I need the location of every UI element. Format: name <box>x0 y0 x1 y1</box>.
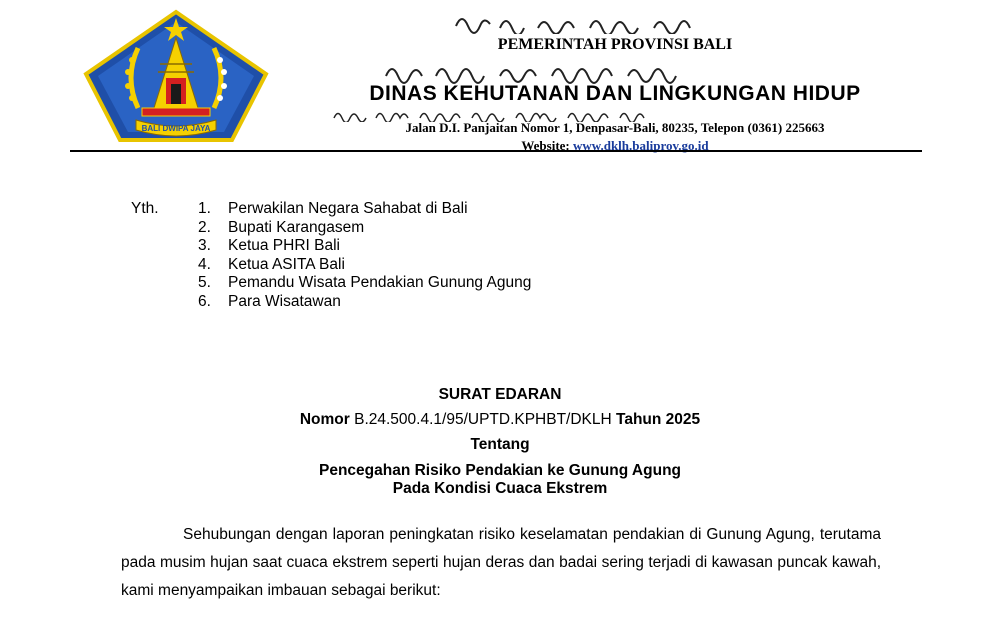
document-number-line <box>0 411 1000 429</box>
list-item-number: 1. <box>198 200 211 217</box>
list-item-label: Pemandu Wisata Pendakian Gunung Agung <box>228 274 532 291</box>
government-name: PEMERINTAH PROVINSI BALI <box>497 36 733 53</box>
recipient-list <box>198 200 531 311</box>
about-label: Tentang <box>470 436 530 453</box>
subject-line-1: Pencegahan Risiko Pendakian ke Gunung Agung <box>318 462 682 479</box>
list-item <box>198 293 531 312</box>
list-item-label: Para Wisatawan <box>228 292 341 310</box>
emblem-motto: BALI DWIPA JAYA <box>141 124 211 133</box>
list-item-number: 6. <box>198 292 211 310</box>
department-name: DINAS KEHUTANAN DAN LINGKUNGAN HIDUP <box>369 82 861 105</box>
document-year: Tahun 2025 <box>616 411 701 428</box>
website-link[interactable]: www.dklh.baliprov.go.id <box>573 138 709 153</box>
website-label: Website: <box>521 138 570 153</box>
list-item-number: 4. <box>198 255 211 273</box>
salutation: Yth. <box>131 200 159 217</box>
list-item-number: 2. <box>198 218 211 236</box>
list-item-label: Ketua PHRI Bali <box>228 237 340 254</box>
balinese-script-line2 <box>380 58 850 84</box>
list-item-label: Bupati Karangasem <box>228 218 365 236</box>
document-heading: SURAT EDARAN <box>438 386 562 403</box>
document-number: B.24.500.4.1/95/UPTD.KPHBT/DKLH <box>354 411 612 428</box>
number-prefix: Nomor <box>299 411 350 428</box>
bali-province-emblem <box>80 8 272 144</box>
letterhead-divider <box>70 150 922 152</box>
list-item-label: Perwakilan Negara Sahabat di Bali <box>228 200 468 217</box>
list-item <box>198 237 531 256</box>
list-item <box>198 256 531 275</box>
list-item <box>198 219 531 238</box>
body-paragraph: Sehubungan dengan laporan peningkatan risiko keselamatan pendakian di Gunung Agung, terutama pada musim hujan saat cuaca ekstrem seperti hujan deras dan badai sering terjadi di kawasan puncak kawah, kami menyampaikan imbauan sebagai berikut: <box>121 526 881 599</box>
list-item-number: 5. <box>198 274 211 291</box>
office-address: Jalan D.I. Panjaitan Nomor 1, Denpasar-Bali, 80235, Telepon (0361) 225663 <box>405 120 825 135</box>
list-item <box>198 274 531 293</box>
balinese-script-line1 <box>450 8 780 34</box>
document-subject <box>0 462 1000 498</box>
list-item-number: 3. <box>198 237 211 254</box>
list-item-label: Ketua ASITA Bali <box>228 255 345 273</box>
list-item <box>198 200 531 219</box>
subject-line-2: Pada Kondisi Cuaca Ekstrem <box>392 480 608 497</box>
